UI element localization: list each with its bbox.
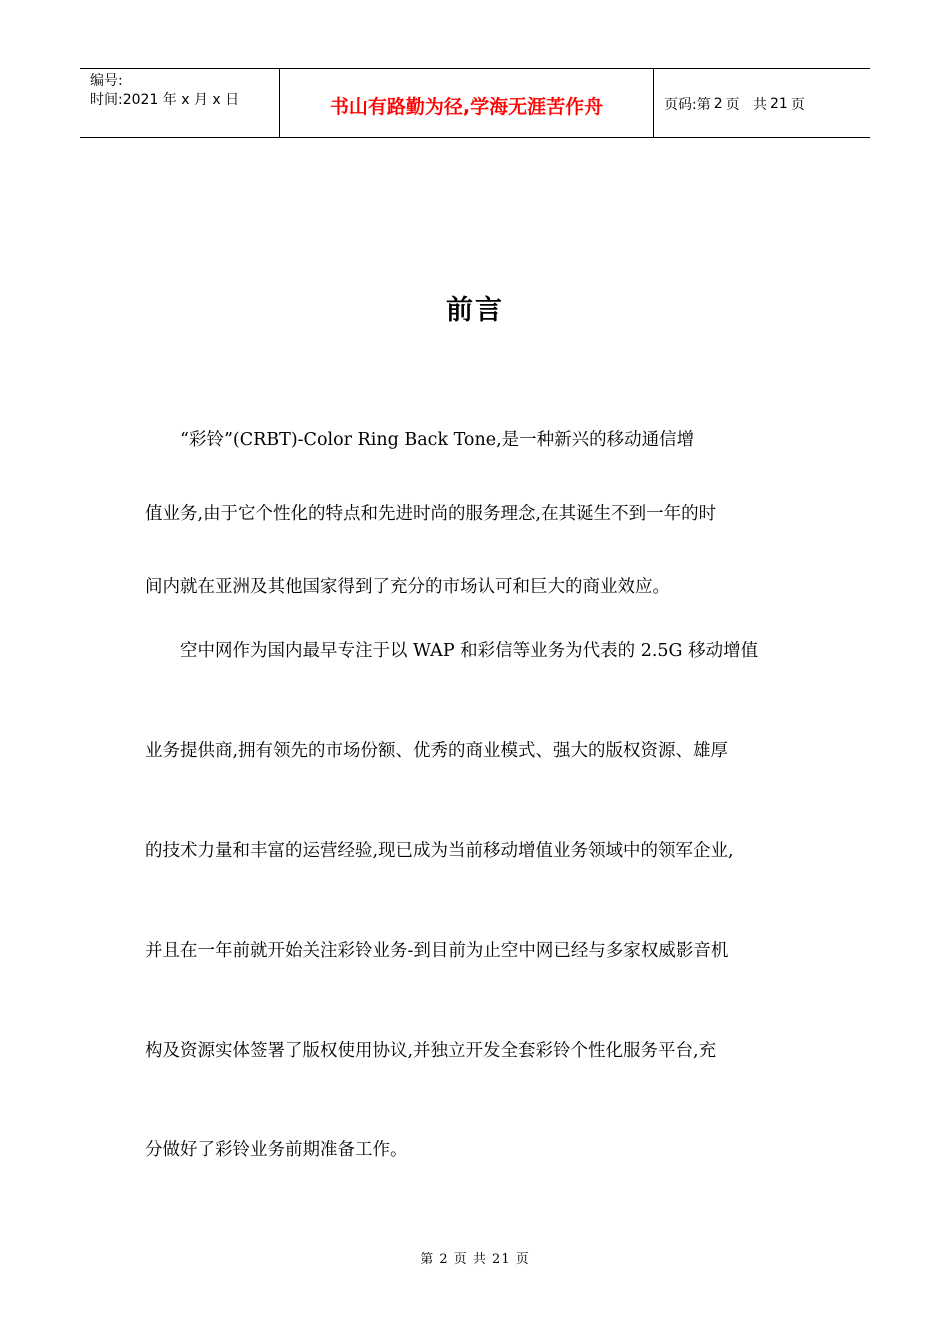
- header-page-info: [654, 69, 870, 137]
- page-suffix: 页: [790, 97, 805, 113]
- paragraph-line: 并且在一年前就开始关注彩铃业务-到目前为止空中网已经与多家权威影音机: [145, 941, 729, 961]
- document-header: [80, 68, 870, 138]
- header-motto: 书山有路勤为径,学海无涯苦作舟: [280, 69, 654, 137]
- paragraph-line: “彩铃”(CRBT)-Color Ring Back Tone,是一种新兴的移动通信增: [180, 430, 695, 450]
- paragraph-line: 分做好了彩铃业务前期准备工作。: [145, 1140, 408, 1160]
- paragraph-line: 的技术力量和丰富的运营经验,现已成为当前移动增值业务领域中的领军企业,: [145, 841, 734, 861]
- number-label: 编号:: [90, 73, 123, 89]
- page-prefix: 页码:第: [664, 97, 711, 113]
- page-mid: 页 共: [725, 97, 767, 113]
- header-meta-cell: [80, 69, 280, 137]
- paragraph-line: 构及资源实体签署了版权使用协议,并独立开发全套彩铃个性化服务平台,充: [145, 1041, 717, 1061]
- paragraph-line: 空中网作为国内最早专注于以 WAP 和彩信等业务为代表的 2.5G 移动增值: [180, 641, 759, 661]
- page-title: 前言: [446, 295, 504, 326]
- page-footer: 第 2 页 共 21 页: [420, 1252, 530, 1267]
- page-total: 21: [770, 96, 788, 112]
- date-text: 时间:2021 年 x 月 x 日: [90, 92, 240, 108]
- paragraph-line: 值业务,由于它个性化的特点和先进时尚的服务理念,在其诞生不到一年的时: [145, 504, 717, 524]
- page-current: 2: [713, 96, 723, 112]
- paragraph-line: 间内就在亚洲及其他国家得到了充分的市场认可和巨大的商业效应。: [145, 577, 670, 597]
- paragraph-line: 业务提供商,拥有领先的市场份额、优秀的商业模式、强大的版权资源、雄厚: [145, 741, 729, 761]
